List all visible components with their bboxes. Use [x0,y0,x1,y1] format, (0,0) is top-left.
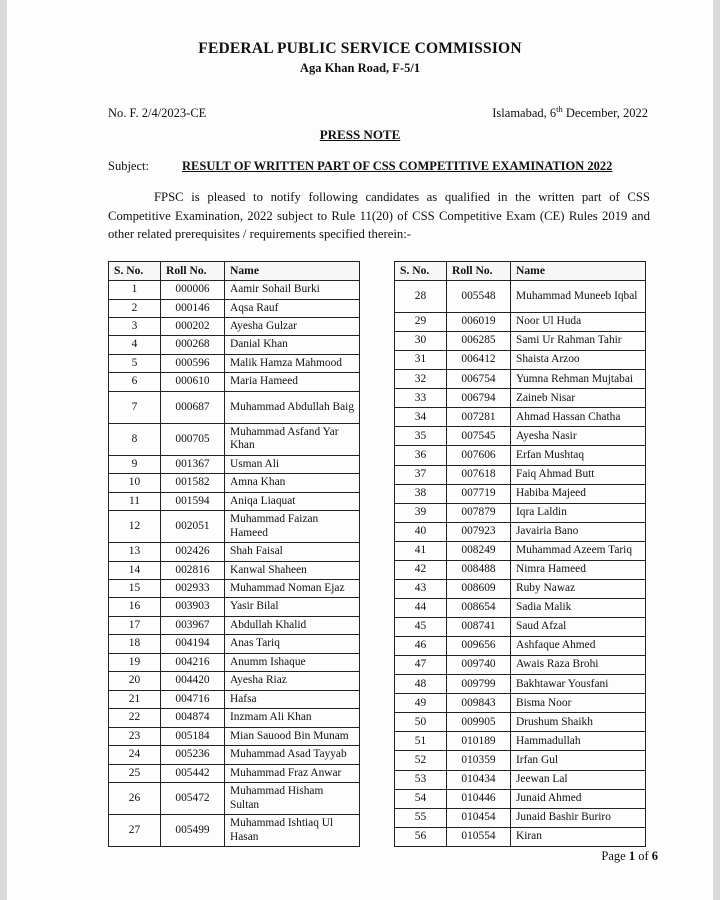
cell-sno: 10 [109,474,161,492]
cell-name: Muhammad Abdullah Baig [225,391,360,423]
table-row [109,672,360,690]
cell-name: Sadia Malik [511,598,646,617]
cell-sno: 33 [395,389,447,408]
cell-sno: 7 [109,391,161,423]
table-row [109,746,360,764]
cell-name: Muhammad Azeem Tariq [511,541,646,560]
cell-sno: 12 [109,511,161,543]
cell-sno: 25 [109,764,161,782]
cell-roll: 010359 [447,751,511,770]
cell-sno: 11 [109,492,161,510]
cell-roll: 005442 [161,764,225,782]
table-row [395,541,646,560]
cell-name: Danial Khan [225,336,360,354]
cell-name: Ayesha Gulzar [225,317,360,335]
cell-sno: 13 [109,543,161,561]
cell-name: Kiran [511,827,646,846]
cell-roll: 009843 [447,694,511,713]
table-row [395,579,646,598]
cell-name: Ashfaque Ahmed [511,637,646,656]
subject-value: RESULT OF WRITTEN PART OF CSS COMPETITIVE EXAMINATION 2022 [182,159,613,174]
table-row [109,543,360,561]
place-date-prefix: Islamabad, 6 [492,106,557,121]
cell-name: Saud Afzal [511,618,646,637]
cell-sno: 30 [395,332,447,351]
cell-name: Shaista Arzoo [511,351,646,370]
cell-sno: 52 [395,751,447,770]
table-row [109,317,360,335]
cell-roll: 005184 [161,727,225,745]
cell-roll: 000687 [161,391,225,423]
table-row [395,332,646,351]
results-tables [56,261,664,847]
date-rest: December, 2022 [562,106,648,121]
cell-roll: 006019 [447,313,511,332]
cell-name: Zaineb Nisar [511,389,646,408]
cell-name: Yasir Bilal [225,598,360,616]
table-row [109,299,360,317]
cell-name: Ruby Nawaz [511,579,646,598]
column-header-name: Name [225,262,360,281]
cell-name: Bisma Noor [511,694,646,713]
table-row [395,694,646,713]
cell-sno: 21 [109,690,161,708]
paragraph-text: FPSC is pleased to notify following candidates as qualified in the written part of CSS Competitive Examination, 2022 subject to Rule 11(20) of CSS Competitive Exam (CE) Rules 2019 and other related prerequisites / requirements specified therein:- [108,190,650,241]
table-row [395,770,646,789]
cell-roll: 001367 [161,455,225,473]
cell-name: Javairia Bano [511,522,646,541]
cell-sno: 23 [109,727,161,745]
table-row [395,351,646,370]
cell-roll: 000006 [161,281,225,299]
cell-sno: 9 [109,455,161,473]
table-row [395,675,646,694]
table-row [109,423,360,455]
table-row [395,637,646,656]
cell-roll: 004420 [161,672,225,690]
table-row [395,808,646,827]
cell-roll: 003903 [161,598,225,616]
cell-sno: 56 [395,827,447,846]
table-row [109,281,360,299]
cell-roll: 000146 [161,299,225,317]
cell-roll: 000268 [161,336,225,354]
table-row [109,474,360,492]
cell-name: Awais Raza Brohi [511,656,646,675]
cell-name: Drushum Shaikh [511,713,646,732]
cell-sno: 29 [395,313,447,332]
cell-sno: 27 [109,815,161,847]
cell-roll: 007618 [447,465,511,484]
cell-name: Irfan Gul [511,751,646,770]
page-left-edge [0,0,7,900]
intro-paragraph [56,188,664,243]
cell-roll: 008654 [447,598,511,617]
table-row [395,370,646,389]
cell-roll: 008741 [447,618,511,637]
column-header-roll: Roll No. [447,262,511,281]
cell-roll: 008609 [447,579,511,598]
cell-sno: 34 [395,408,447,427]
cell-sno: 4 [109,336,161,354]
column-header-sno: S. No. [395,262,447,281]
cell-roll: 010434 [447,770,511,789]
cell-roll: 009740 [447,656,511,675]
cell-roll: 002051 [161,511,225,543]
cell-name: Muhammad Noman Ejaz [225,580,360,598]
table-header-row [395,262,646,281]
subject-label: Subject: [108,159,149,174]
cell-roll: 004716 [161,690,225,708]
page-total: 6 [651,849,658,863]
cell-sno: 40 [395,522,447,541]
cell-roll: 006285 [447,332,511,351]
table-row [395,465,646,484]
table-row [109,815,360,847]
cell-sno: 19 [109,653,161,671]
cell-name: Aniqa Liaquat [225,492,360,510]
subject-row [56,159,664,174]
cell-name: Iqra Laldin [511,503,646,522]
table-row [395,560,646,579]
table-row [395,408,646,427]
cell-sno: 8 [109,423,161,455]
cell-sno: 44 [395,598,447,617]
cell-name: Shah Faisal [225,543,360,561]
cell-sno: 20 [109,672,161,690]
cell-sno: 32 [395,370,447,389]
cell-name: Malik Hamza Mahmood [225,354,360,372]
table-row [395,389,646,408]
cell-name: Muhammad Hisham Sultan [225,783,360,815]
table-row [109,492,360,510]
cell-roll: 007719 [447,484,511,503]
cell-sno: 39 [395,503,447,522]
cell-sno: 41 [395,541,447,560]
results-table-right-body [395,281,646,847]
cell-name: Anas Tariq [225,635,360,653]
document-meta-row [56,104,664,121]
cell-name: Abdullah Khalid [225,616,360,634]
table-row [395,281,646,313]
cell-name: Mian Sauood Bin Munam [225,727,360,745]
table-row [395,713,646,732]
cell-sno: 14 [109,561,161,579]
cell-sno: 31 [395,351,447,370]
table-row [395,446,646,465]
date-ordinal-suffix: th [556,104,563,114]
cell-sno: 22 [109,709,161,727]
cell-roll: 009905 [447,713,511,732]
cell-name: Muhammad Ishtiaq Ul Hasan [225,815,360,847]
table-row [109,561,360,579]
cell-sno: 38 [395,484,447,503]
cell-roll: 008488 [447,560,511,579]
table-row [109,690,360,708]
cell-roll: 000596 [161,354,225,372]
cell-roll: 004194 [161,635,225,653]
cell-name: Yumna Rehman Mujtabai [511,370,646,389]
cell-name: Erfan Mushtaq [511,446,646,465]
cell-roll: 007606 [447,446,511,465]
cell-sno: 15 [109,580,161,598]
column-header-name: Name [511,262,646,281]
cell-name: Nimra Hameed [511,560,646,579]
cell-roll: 005472 [161,783,225,815]
cell-roll: 007879 [447,503,511,522]
cell-sno: 54 [395,789,447,808]
cell-sno: 18 [109,635,161,653]
cell-roll: 005236 [161,746,225,764]
press-note-title: PRESS NOTE [319,127,401,143]
cell-sno: 37 [395,465,447,484]
cell-roll: 000202 [161,317,225,335]
table-row [109,709,360,727]
cell-name: Amna Khan [225,474,360,492]
table-row [395,732,646,751]
cell-roll: 007545 [447,427,511,446]
table-row [395,427,646,446]
table-row [395,656,646,675]
cell-sno: 28 [395,281,447,313]
cell-name: Ahmad Hassan Chatha [511,408,646,427]
cell-roll: 003967 [161,616,225,634]
cell-sno: 6 [109,373,161,391]
cell-sno: 49 [395,694,447,713]
cell-roll: 010454 [447,808,511,827]
cell-roll: 001594 [161,492,225,510]
table-row [109,580,360,598]
cell-name: Anumm Ishaque [225,653,360,671]
cell-sno: 50 [395,713,447,732]
cell-name: Junaid Bashir Buriro [511,808,646,827]
cell-roll: 004874 [161,709,225,727]
cell-sno: 35 [395,427,447,446]
cell-roll: 009656 [447,637,511,656]
table-row [109,764,360,782]
table-row [109,598,360,616]
cell-name: Muhammad Fraz Anwar [225,764,360,782]
cell-sno: 51 [395,732,447,751]
organization-name: FEDERAL PUBLIC SERVICE COMMISSION [198,40,522,57]
cell-roll: 007923 [447,522,511,541]
cell-name: Kanwal Shaheen [225,561,360,579]
table-row [395,598,646,617]
column-header-sno: S. No. [109,262,161,281]
cell-roll: 005499 [161,815,225,847]
column-header-roll: Roll No. [161,262,225,281]
cell-sno: 53 [395,770,447,789]
table-row [395,484,646,503]
table-row [109,354,360,372]
table-row [395,751,646,770]
cell-name: Hammadullah [511,732,646,751]
cell-roll: 007281 [447,408,511,427]
table-row [395,503,646,522]
table-row [109,635,360,653]
cell-sno: 36 [395,446,447,465]
cell-name: Aqsa Rauf [225,299,360,317]
cell-sno: 24 [109,746,161,764]
cell-sno: 17 [109,616,161,634]
cell-name: Inzmam Ali Khan [225,709,360,727]
cell-sno: 2 [109,299,161,317]
cell-name: Habiba Majeed [511,484,646,503]
cell-sno: 3 [109,317,161,335]
cell-sno: 47 [395,656,447,675]
table-row [395,522,646,541]
results-table-left-body [109,281,360,847]
table-row [109,373,360,391]
table-row [395,789,646,808]
document-header [56,40,664,76]
cell-roll: 004216 [161,653,225,671]
cell-roll: 006794 [447,389,511,408]
cell-sno: 43 [395,579,447,598]
cell-sno: 5 [109,354,161,372]
cell-name: Usman Ali [225,455,360,473]
cell-sno: 48 [395,675,447,694]
cell-name: Muhammad Asad Tayyab [225,746,360,764]
table-row [109,511,360,543]
page-right-edge [713,0,720,900]
table-row [395,618,646,637]
cell-roll: 002933 [161,580,225,598]
cell-name: Faiq Ahmad Butt [511,465,646,484]
table-row [109,616,360,634]
reference-number: No. F. 2/4/2023-CE [108,106,207,121]
cell-sno: 16 [109,598,161,616]
cell-name: Muhammad Asfand Yar Khan [225,423,360,455]
table-row [395,313,646,332]
cell-roll: 002816 [161,561,225,579]
cell-roll: 005548 [447,281,511,313]
cell-roll: 006412 [447,351,511,370]
cell-sno: 42 [395,560,447,579]
cell-name: Muhammad Faizan Hameed [225,511,360,543]
cell-name: Ayesha Riaz [225,672,360,690]
page-middle: of [635,849,652,863]
cell-name: Ayesha Nasir [511,427,646,446]
table-row [109,336,360,354]
cell-sno: 46 [395,637,447,656]
table-row [109,783,360,815]
cell-name: Junaid Ahmed [511,789,646,808]
cell-roll: 008249 [447,541,511,560]
cell-sno: 55 [395,808,447,827]
cell-sno: 1 [109,281,161,299]
table-row [109,727,360,745]
cell-roll: 009799 [447,675,511,694]
cell-roll: 000705 [161,423,225,455]
page-prefix: Page [601,849,629,863]
table-row [109,455,360,473]
table-header-row [109,262,360,281]
cell-sno: 45 [395,618,447,637]
cell-roll: 006754 [447,370,511,389]
cell-name: Noor Ul Huda [511,313,646,332]
cell-roll: 002426 [161,543,225,561]
page-current: 1 [628,849,636,863]
cell-name: Hafsa [225,690,360,708]
cell-name: Muhammad Muneeb Iqbal [511,281,646,313]
organization-address: Aga Khan Road, F-5/1 [299,61,421,75]
table-row [109,391,360,423]
cell-name: Bakhtawar Yousfani [511,675,646,694]
place-and-date [492,104,658,121]
cell-name: Maria Hameed [225,373,360,391]
page-footer [601,849,658,864]
results-table-left [108,261,360,847]
cell-roll: 010446 [447,789,511,808]
cell-roll: 010189 [447,732,511,751]
table-row [395,827,646,846]
cell-roll: 001582 [161,474,225,492]
cell-name: Sami Ur Rahman Tahir [511,332,646,351]
cell-roll: 010554 [447,827,511,846]
cell-sno: 26 [109,783,161,815]
cell-name: Aamir Sohail Burki [225,281,360,299]
results-table-right [394,261,646,847]
cell-name: Jeewan Lal [511,770,646,789]
table-row [109,653,360,671]
cell-roll: 000610 [161,373,225,391]
